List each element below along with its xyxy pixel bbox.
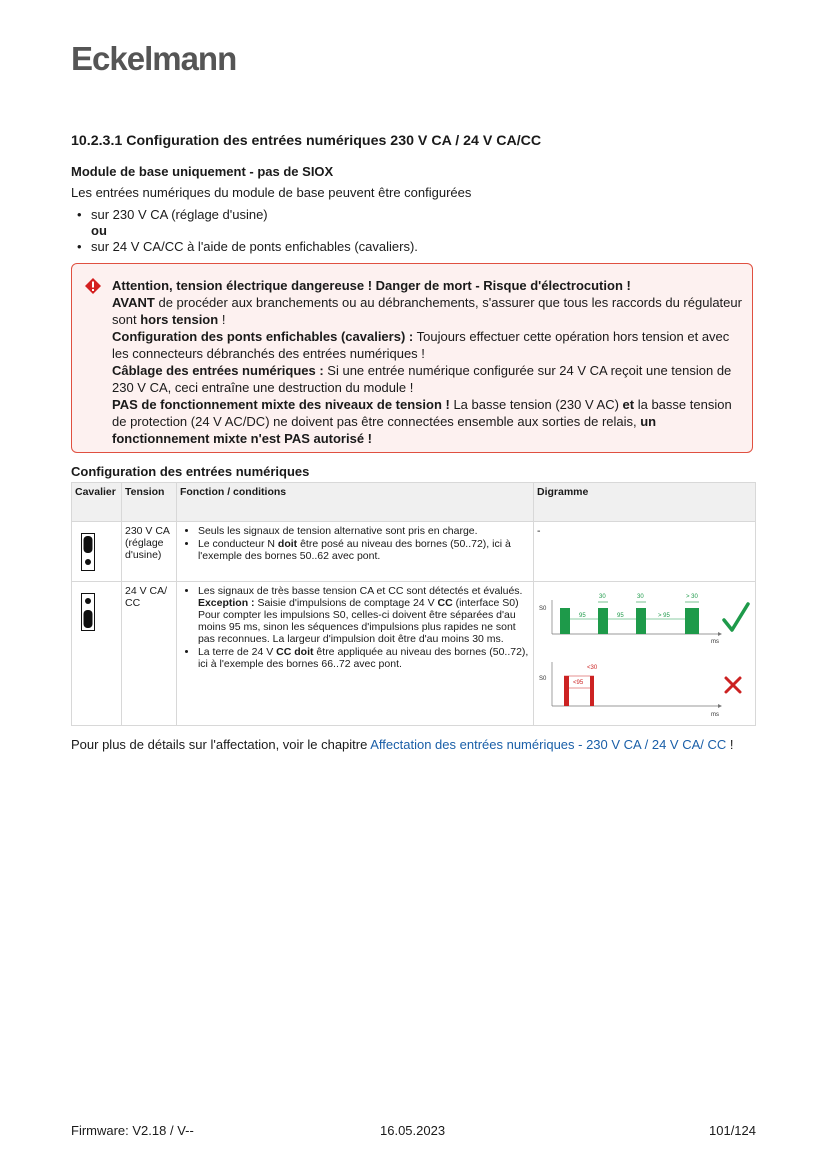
- list-item: [198, 646, 530, 670]
- width-label: <30: [586, 665, 598, 671]
- pulse-ok: [636, 608, 646, 634]
- subtitle: Module de base uniquement - pas de SIOX: [71, 164, 334, 179]
- gap-label: > 95: [657, 613, 670, 619]
- width-label: 30: [598, 594, 606, 600]
- width-label: > 30: [685, 594, 698, 600]
- gap-label: 95: [616, 613, 624, 619]
- company-logo: Eckelmann: [71, 40, 237, 77]
- warning-title: Attention, tension électrique dangereuse ! Danger de mort - Risque d'électrocution !: [112, 278, 631, 293]
- s0-label: S0: [538, 606, 547, 612]
- intro-text: Les entrées numériques du module de base peuvent être configurées: [71, 185, 472, 200]
- warning-emph: PAS de fonctionnement mixte des niveaux de tension !: [112, 397, 450, 412]
- options-list: [71, 207, 418, 255]
- table-title: Configuration des entrées numériques: [71, 464, 310, 479]
- jumper-24v-icon: [81, 593, 95, 631]
- footer-date: 16.05.2023: [380, 1123, 446, 1138]
- pulse-bad: [590, 676, 594, 706]
- s0-pulse-diagram: [536, 584, 752, 720]
- jumper-cell: [72, 582, 122, 726]
- warning-text: de procéder aux branchements ou au débranchements, s'assurer que tous les raccords du régulateur sont: [112, 295, 742, 327]
- cell-text: Saisie d'impulsions de comptage 24 V: [254, 597, 438, 609]
- warning-text: la basse tension de protection (24 V AC/DC) ne doivent pas être connectées ensemble aux sorties de relais,: [112, 397, 732, 429]
- list-item: • Seuls les signaux de tension alternative sont pris en charge.: [198, 525, 530, 537]
- list-item: • sur 230 V CA (réglage d'usine): [71, 207, 418, 223]
- config-table: [71, 482, 756, 726]
- cell-emph: doit: [294, 646, 314, 658]
- col-header: Cavalier: [72, 483, 122, 522]
- list-item: [198, 585, 530, 645]
- ms-label: ms: [710, 639, 719, 645]
- cell-emph: CC: [437, 597, 453, 609]
- s0-label: S0: [538, 676, 547, 682]
- table-row: [72, 522, 756, 582]
- list-item: [198, 538, 530, 562]
- warning-text: Toujours effectuer cette opération hors tension et avec les connecteurs débranchés des entrées numériques !: [112, 329, 730, 361]
- col-header: Digramme: [533, 483, 755, 522]
- cross-icon: [726, 678, 740, 692]
- pulse-ok: [598, 608, 608, 634]
- footer-page-number: 101/124: [709, 1123, 756, 1138]
- warning-emph: et: [622, 397, 635, 412]
- check-icon: [724, 604, 748, 630]
- cell-text: être posé au niveau des bornes (50..72), ici à l'exemple des bornes 50..62 avec pont.: [197, 538, 511, 562]
- tension-cell: 230 V CA (réglage d'usine): [121, 522, 176, 582]
- cell-text: (interface S0): [452, 597, 519, 609]
- ms-label: ms: [710, 712, 719, 718]
- function-cell: [176, 522, 533, 582]
- gap-label: 95: [578, 613, 586, 619]
- cell-emph: Exception :: [197, 597, 255, 609]
- gap-label: <95: [572, 680, 584, 686]
- footer-firmware: Firmware: V2.18 / V--: [71, 1123, 194, 1138]
- warning-emph: Configuration des ponts enfichables (cavaliers) :: [112, 329, 414, 344]
- danger-warning-box: [71, 263, 753, 453]
- cell-emph: doit: [277, 538, 298, 550]
- footnote-text: !: [726, 737, 734, 752]
- warning-text: Si une entrée numérique configurée sur 24 V CA reçoit une tension de 230 V CA, ceci entraîne une destruction du module !: [112, 363, 732, 395]
- danger-icon: [85, 278, 101, 294]
- list-item: • sur 24 V CA/CC à l'aide de ponts enfichables (cavaliers).: [71, 239, 418, 255]
- warning-emph: AVANT: [112, 295, 155, 310]
- table-header-row: [72, 483, 756, 522]
- jumper-cell: [72, 522, 122, 582]
- warning-emph: Câblage des entrées numériques :: [112, 363, 324, 378]
- cell-emph: CC: [276, 646, 292, 658]
- pulse-ok: [560, 608, 570, 634]
- width-label: 30: [636, 594, 644, 600]
- table-row: [72, 582, 756, 726]
- cell-text: être appliquée au niveau des bornes (50..72), ici à l'exemple des bornes 66..72 avec pont.: [197, 646, 529, 670]
- cell-text: Le conducteur N: [197, 538, 278, 550]
- function-cell: [176, 582, 533, 726]
- cell-text: Les signaux de très basse tension CA et CC sont détectés et évalués.: [197, 585, 523, 597]
- col-header: Tension: [121, 483, 176, 522]
- chapter-link[interactable]: Affectation des entrées numériques - 230 V CA / 24 V CA/ CC: [370, 737, 727, 752]
- footnote: [71, 736, 761, 753]
- cell-text: La terre de 24 V: [197, 646, 277, 658]
- or-label: ou: [91, 223, 107, 238]
- warning-emph: un fonctionnement mixte n'est PAS autorisé !: [112, 414, 657, 446]
- warning-text: La basse tension (230 V AC): [449, 397, 623, 412]
- diagram-cell: -: [533, 522, 755, 582]
- section-title: 10.2.3.1 Configuration des entrées numériques 230 V CA / 24 V CA/CC: [71, 133, 542, 149]
- pulse-bad: [564, 676, 569, 706]
- cell-text: Pour compter les impulsions S0, celles-ci doivent être séparées d'au moins 95 ms, sinon les séquences d'impulsions plus rapides ne sont pas reconnues. La largeur d'impulsion doit être d'au moins 30 ms.: [197, 609, 516, 645]
- pulse-ok: [685, 608, 699, 634]
- tension-cell: 24 V CA/ CC: [121, 582, 176, 726]
- diagram-cell: [533, 582, 755, 726]
- warning-emph: hors tension: [140, 312, 219, 327]
- footnote-text: Pour plus de détails sur l'affectation, voir le chapitre: [71, 737, 371, 752]
- warning-text: !: [218, 312, 226, 327]
- col-header: Fonction / conditions: [176, 483, 533, 522]
- jumper-230v-icon: [81, 533, 95, 571]
